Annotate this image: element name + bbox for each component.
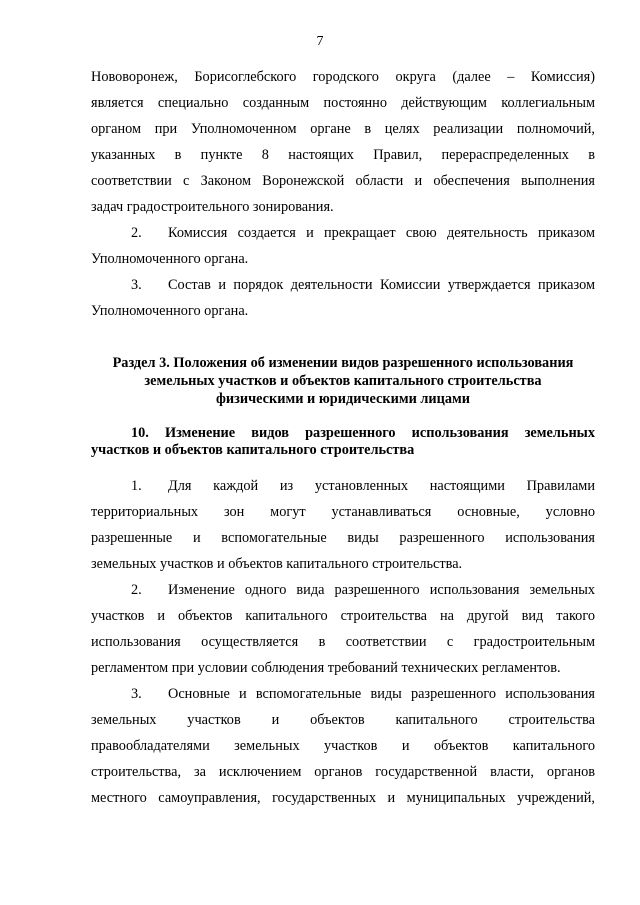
section-heading: [91, 354, 595, 408]
item-text: Для каждой из установленных настоящими Правилами: [168, 478, 595, 494]
text-line: соответствии с Законом Воронежской области и обеспечения выполнения: [91, 173, 595, 189]
text-line: задач градостроительного зонирования.: [91, 199, 334, 215]
text-line: строительства, за исключением органов государственной власти, органов: [91, 764, 595, 780]
paragraph-article-item-2: [91, 577, 595, 681]
text-line: органом при Уполномоченном органе в целях реализации полномочий,: [91, 121, 595, 137]
heading-line: земельных участков и объектов капитального строительства: [144, 373, 542, 389]
heading-line: физическими и юридическими лицами: [215, 391, 471, 407]
text-line: Уполномоченного органа.: [91, 303, 249, 319]
text-line: [91, 681, 595, 707]
item-number: 3.: [131, 277, 142, 293]
item-text: Основные и вспомогательные виды разрешенного использования: [168, 686, 595, 702]
text-line: земельных участков и объектов капитального строительства.: [91, 556, 463, 572]
text-line: [91, 577, 595, 603]
text-line: [91, 220, 595, 246]
page-number: 7: [316, 34, 324, 49]
text-line: указанных в пункте 8 настоящих Правил, перераспределенных в: [91, 147, 595, 163]
heading-line: участков и объектов капитального строительства: [91, 442, 415, 458]
text-line: является специально созданным постоянно действующим коллегиальным: [91, 95, 595, 111]
item-text: Изменение одного вида разрешенного использования земельных: [168, 582, 595, 598]
paragraph-article-item-1: [91, 473, 595, 577]
item-number: 2.: [131, 225, 142, 241]
text-line: участков и объектов капитального строительства на другой вид такого: [91, 608, 595, 624]
text-line: Уполномоченного органа.: [91, 251, 249, 267]
paragraph-item-3: [91, 272, 595, 324]
article-heading: [91, 425, 595, 459]
heading-line: 10. Изменение видов разрешенного использования земельных: [131, 425, 595, 441]
item-number: 1.: [131, 478, 142, 494]
text-line: [91, 473, 595, 499]
text-line: использования осуществляется в соответствии с градостроительным: [91, 634, 595, 650]
text-line: земельных участков и объектов капитального строительства: [91, 712, 595, 728]
text-line: [91, 272, 595, 298]
text-line: местного самоуправления, государственных и муниципальных учреждений,: [91, 790, 595, 806]
item-number: 2.: [131, 582, 142, 598]
item-text: Состав и порядок деятельности Комиссии утверждается приказом: [168, 277, 595, 293]
heading-line: Раздел 3. Положения об изменении видов разрешенного использования: [112, 355, 574, 371]
text-line: Нововоронеж, Борисоглебского городского округа (далее – Комиссия): [91, 69, 595, 85]
paragraph-article-item-3: [91, 681, 595, 811]
item-text: Комиссия создается и прекращает свою деятельность приказом: [168, 225, 595, 241]
paragraph-item-2: [91, 220, 595, 272]
text-line: разрешенные и вспомогательные виды разрешенного использования: [91, 530, 595, 546]
paragraph-commission: [91, 64, 595, 220]
text-line: регламентом при условии соблюдения требований технических регламентов.: [91, 660, 561, 676]
text-line: территориальных зон могут устанавливаться основные, условно: [91, 504, 595, 520]
text-line: правообладателями земельных участков и объектов капитального: [91, 738, 595, 754]
item-number: 3.: [131, 686, 142, 702]
